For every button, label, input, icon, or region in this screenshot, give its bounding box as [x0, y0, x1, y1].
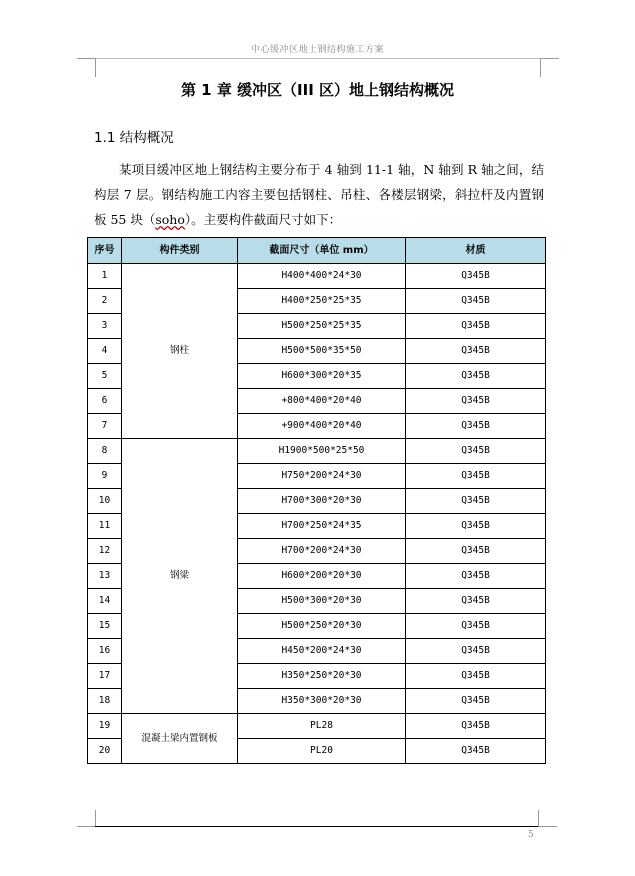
table-row	[88, 439, 546, 464]
row-number-cell: 10	[88, 489, 122, 514]
section-size-cell: H350*300*20*30	[238, 689, 406, 714]
chapter-title: 第 1 章 缓冲区（III 区）地上钢结构概况	[180, 81, 455, 99]
material-cell: Q345B	[406, 714, 546, 739]
running-header: 中心缓冲区地上钢结构施工方案	[250, 45, 384, 55]
body-paragraph	[94, 157, 544, 232]
footer-rule	[95, 826, 538, 827]
row-number-cell: 8	[88, 439, 122, 464]
crop-mark-bottom-right	[538, 810, 557, 827]
section-size-cell: H500*500*35*50	[238, 339, 406, 364]
material-cell: Q345B	[406, 564, 546, 589]
paragraph-text-2: ）。主要构件截面尺寸如下：	[184, 212, 342, 227]
material-cell: Q345B	[406, 264, 546, 289]
section-size-cell: H750*200*24*30	[238, 464, 406, 489]
material-cell: Q345B	[406, 339, 546, 364]
table-row	[88, 714, 546, 739]
row-number-cell: 17	[88, 664, 122, 689]
category-cell: 混凝土梁内置钢板	[122, 714, 238, 764]
section-size-cell: PL28	[238, 714, 406, 739]
material-cell: Q345B	[406, 539, 546, 564]
crop-mark-bottom-left	[77, 810, 96, 827]
material-cell: Q345B	[406, 589, 546, 614]
material-cell: Q345B	[406, 414, 546, 439]
row-number-cell: 13	[88, 564, 122, 589]
row-number-cell: 11	[88, 514, 122, 539]
material-cell: Q345B	[406, 664, 546, 689]
section-size-cell: H400*400*24*30	[238, 264, 406, 289]
section-size-cell: H450*200*24*30	[238, 639, 406, 664]
section-size-cell: H600*200*20*30	[238, 564, 406, 589]
material-cell: Q345B	[406, 489, 546, 514]
category-cell: 钢柱	[122, 264, 238, 439]
category-cell: 钢梁	[122, 439, 238, 714]
member-section-table	[87, 237, 546, 764]
material-cell: Q345B	[406, 289, 546, 314]
header-cell-no: 序号	[88, 238, 122, 264]
material-cell: Q345B	[406, 514, 546, 539]
table-row	[88, 264, 546, 289]
row-number-cell: 14	[88, 589, 122, 614]
row-number-cell: 2	[88, 289, 122, 314]
row-number-cell: 15	[88, 614, 122, 639]
row-number-cell: 18	[88, 689, 122, 714]
row-number-cell: 6	[88, 389, 122, 414]
table-body	[88, 264, 546, 764]
section-title: 1.1 结构概况	[94, 130, 174, 146]
material-cell: Q345B	[406, 639, 546, 664]
section-size-cell: PL20	[238, 739, 406, 764]
row-number-cell: 7	[88, 414, 122, 439]
section-size-cell: H700*300*20*30	[238, 489, 406, 514]
material-cell: Q345B	[406, 464, 546, 489]
section-size-cell: +900*400*20*40	[238, 414, 406, 439]
crop-mark-top-left	[77, 58, 96, 77]
row-number-cell: 5	[88, 364, 122, 389]
header-cell-category: 构件类别	[122, 238, 238, 264]
section-size-cell: H700*250*24*35	[238, 514, 406, 539]
material-cell: Q345B	[406, 389, 546, 414]
section-size-cell: H500*250*25*35	[238, 314, 406, 339]
material-cell: Q345B	[406, 739, 546, 764]
page-number: 5	[528, 830, 534, 840]
section-size-cell: H400*250*25*35	[238, 289, 406, 314]
row-number-cell: 12	[88, 539, 122, 564]
header-cell-size: 截面尺寸（单位 mm）	[238, 238, 406, 264]
row-number-cell: 16	[88, 639, 122, 664]
row-number-cell: 9	[88, 464, 122, 489]
section-size-cell: +800*400*20*40	[238, 389, 406, 414]
section-size-cell: H500*300*20*30	[238, 589, 406, 614]
row-number-cell: 3	[88, 314, 122, 339]
material-cell: Q345B	[406, 689, 546, 714]
section-size-cell: H700*200*24*30	[238, 539, 406, 564]
section-size-cell: H500*250*20*30	[238, 614, 406, 639]
table-header-row	[88, 238, 546, 264]
section-size-cell: H350*250*20*30	[238, 664, 406, 689]
section-size-cell: H600*300*20*35	[238, 364, 406, 389]
row-number-cell: 20	[88, 739, 122, 764]
row-number-cell: 1	[88, 264, 122, 289]
row-number-cell: 19	[88, 714, 122, 739]
material-cell: Q345B	[406, 364, 546, 389]
crop-mark-top-right	[540, 58, 559, 77]
material-cell: Q345B	[406, 439, 546, 464]
header-cell-material: 材质	[406, 238, 546, 264]
spellcheck-word: soho	[155, 212, 185, 227]
material-cell: Q345B	[406, 314, 546, 339]
header-rule	[95, 58, 540, 59]
row-number-cell: 4	[88, 339, 122, 364]
material-cell: Q345B	[406, 614, 546, 639]
paragraph-text-1: 某项目缓冲区地上钢结构主要分布于 4 轴到 11-1 轴，N 轴到 R 轴之间，结构层 7 层。钢结构施工内容主要包括钢柱、吊柱、各楼层钢梁，斜拉杆及内置钢板 55 块（	[94, 162, 544, 227]
section-size-cell: H1900*500*25*50	[238, 439, 406, 464]
